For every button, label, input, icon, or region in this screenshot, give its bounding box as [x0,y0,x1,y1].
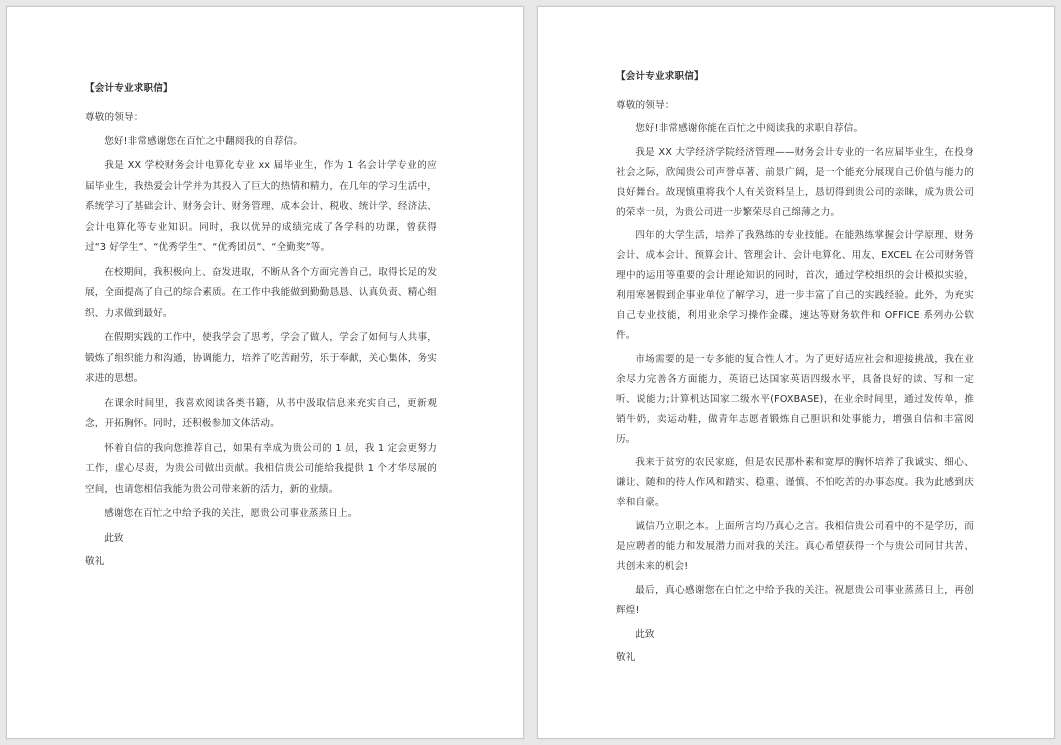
salutation: 尊敬的领导： [616,100,675,111]
document-page-1 [6,6,524,739]
paragraph: 您好!非常感谢你能在百忙之中阅读我的求职自荐信。 [635,122,864,134]
letter-title: 【会计专业求职信】 [85,83,173,94]
paragraph: 四年的大学生活，培养了我熟练的专业技能。在能熟练掌握会计学原理、财务会计、成本会计、预算会计、管理会计、会计电算化、用友、EXCEL 在公司财务管理中的运用等重要的会计理论知识的同时，首次，通过学校组织的会计模拟实验，利用寒暑假到企事业单位了解学习，进一步丰富了自己的实践经验。此外，为充实自己专业技能，利用业余学习操作金碟，速达等财务软件和 OFFICE 系列办公软件。 [616,230,974,341]
paragraph: 感谢您在百忙之中给予我的关注，愿贵公司事业蒸蒸日上。 [104,508,358,519]
paragraph: 诚信乃立职之本。上面所言均乃真心之言。我相信贵公司看中的不是学历，而是应聘者的能力和发展潜力而对我的关注。真心希望获得一个与贵公司同甘共苦、共创未来的机会! [616,521,974,572]
paragraph: 您好!非常感谢您在百忙之中翻阅我的自荐信。 [104,135,304,147]
paragraph: 在假期实践的工作中，使我学会了思考，学会了做人，学会了如何与人共事，锻炼了组织能力和沟通，协调能力，培养了吃苦耐劳，乐于奉献，关心集体，务实求进的思想。 [85,332,437,384]
closing-greeting: 此致 [104,532,124,544]
letter-body-2 [616,67,974,667]
salutation: 尊敬的领导： [85,112,144,123]
closing-salute: 敬礼 [85,556,105,567]
paragraph: 怀着自信的我向您推荐自己，如果有幸成为贵公司的 1 员，我 1 定会更努力工作，虚心尽责，为贵公司做出贡献。我相信贵公司能给我提供 1 个才华尽展的空间，也请您相信我能为贵公司带来新的活力，新的业绩。 [85,442,437,495]
paragraph: 在课余时间里，我喜欢阅读各类书籍，从书中汲取信息来充实自己，更新观念，开拓胸怀。同时，还积极参加文体活动。 [85,397,437,429]
paragraph: 最后，真心感谢您在白忙之中给予我的关注。祝愿贵公司事业蒸蒸日上，再创辉煌! [616,584,974,616]
paragraph: 我来于贫穷的农民家庭，但是农民那朴素和宽厚的胸怀培养了我诚实、细心、谦让、随和的待人作风和踏实、稳重、谨慎、不怕吃苦的办事态度。我为此感到庆幸和自豪。 [616,457,974,509]
closing-greeting: 此致 [635,628,655,640]
letter-body-1 [85,79,437,573]
paragraph: 在校期间，我积极向上、奋发进取，不断从各个方面完善自己，取得长足的发展，全面提高了自己的综合素质。在工作中我能做到勤勤恳恳、认真负责、精心组织、力求做到最好。 [85,266,437,319]
closing-salute: 敬礼 [616,651,636,663]
paragraph: 我是 XX 学校财务会计电算化专业 xx 届毕业生，作为 1 名会计学专业的应届毕业生，我热爱会计学并为其投入了巨大的热情和精力，在几年的学习生活中，系统学习了基础会计、财务会计、财务管理、成本会计、税收、统计学、经济法、会计电算化等专业知识。同时，我以优异的成绩完成了各学科的功课，曾获得过“3 好学生”、“优秀学生”、“优秀团员”、“全勤奖”等。 [85,160,437,253]
letter-title: 【会计专业求职信】 [616,71,704,82]
paragraph: 我是 XX 大学经济学院经济管理——财务会计专业的一名应届毕业生，在投身社会之际，欣闻贵公司声誉卓著、前景广阔，是一个能充分展现自己价值与能力的良好舞台。故现慎重将我个人有关资料呈上，恳切得到贵公司的亲睐，成为贵公司的荣幸一员，为贵公司进一步繁荣尽自己绵薄之力。 [616,146,974,218]
document-page-2 [537,6,1055,739]
paragraph: 市场需要的是一专多能的复合性人才。为了更好适应社会和迎接挑战，我在业余尽力完善各方面能力，英语已达国家英语四级水平，具备良好的读、写和一定听、说能力;计算机达国家二级水平(FOXBASE)，在业余时间里，通过发传单，推销牛奶，卖运动鞋，做青年志愿者锻炼自己胆识和处事能力，增强自信和丰富阅历。 [616,353,974,445]
